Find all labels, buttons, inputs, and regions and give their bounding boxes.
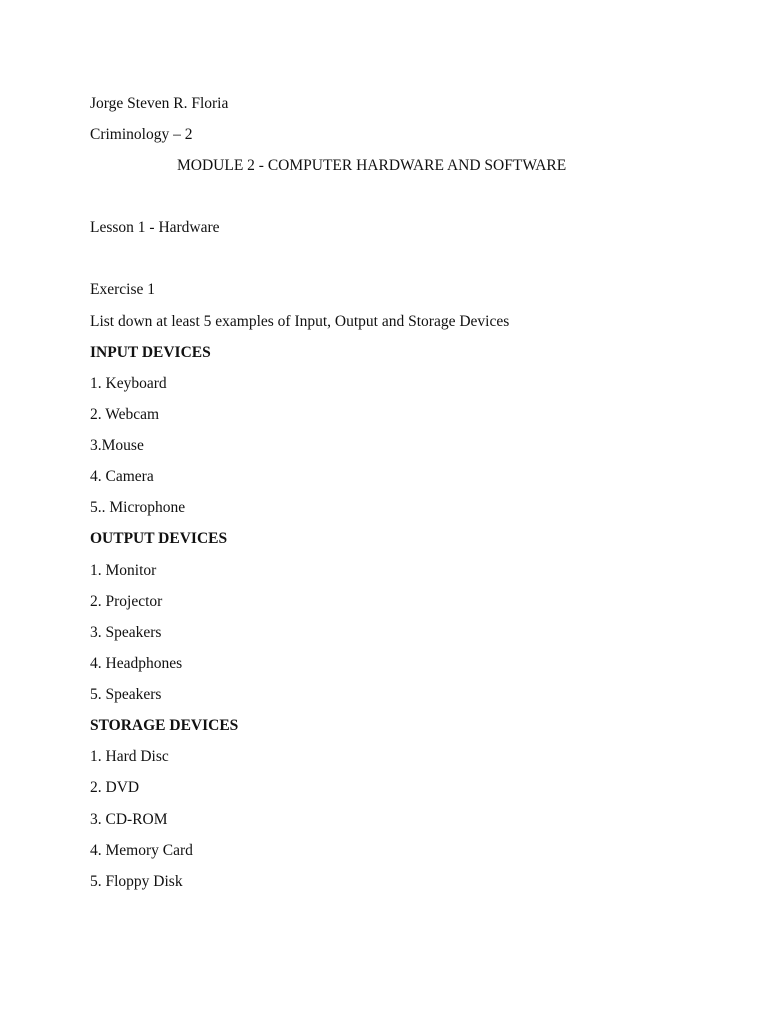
- list-item: 4. Headphones: [90, 655, 183, 672]
- list-item: 3. CD-ROM: [90, 811, 168, 828]
- section-heading-storage: STORAGE DEVICES: [90, 717, 239, 734]
- list-item: 3.Mouse: [90, 437, 144, 454]
- list-item: 5. Floppy Disk: [90, 873, 183, 890]
- module-title: MODULE 2 - COMPUTER HARDWARE AND SOFTWARE: [177, 157, 567, 174]
- list-item: 5.. Microphone: [90, 499, 186, 516]
- exercise-title: Exercise 1: [90, 281, 155, 298]
- list-item: 2. DVD: [90, 779, 140, 796]
- list-item: 1. Keyboard: [90, 375, 167, 392]
- list-item: 5. Speakers: [90, 686, 162, 703]
- course-label: Criminology – 2: [90, 126, 193, 143]
- list-item: 3. Speakers: [90, 624, 162, 641]
- list-item: 2. Projector: [90, 593, 163, 610]
- exercise-instruction: List down at least 5 examples of Input, Output and Storage Devices: [90, 313, 510, 330]
- list-item: 1. Monitor: [90, 562, 157, 579]
- list-item: 4. Camera: [90, 468, 154, 485]
- student-name: Jorge Steven R. Floria: [90, 95, 229, 112]
- list-item: 1. Hard Disc: [90, 748, 169, 765]
- list-item: 4. Memory Card: [90, 842, 193, 859]
- list-item: 2. Webcam: [90, 406, 160, 423]
- lesson-title: Lesson 1 - Hardware: [90, 219, 220, 236]
- section-heading-output: OUTPUT DEVICES: [90, 530, 228, 547]
- section-heading-input: INPUT DEVICES: [90, 344, 211, 361]
